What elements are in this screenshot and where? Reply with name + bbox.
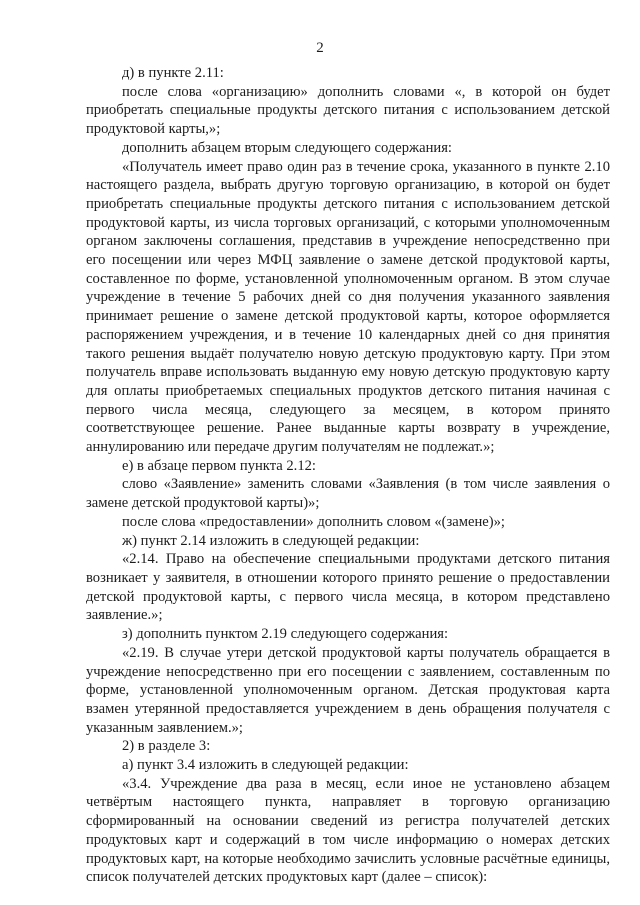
paragraph: е) в абзаце первом пункта 2.12: — [122, 457, 316, 474]
paragraph: ж) пункт 2.14 изложить в следующей редакции: — [122, 532, 420, 549]
document-body — [86, 64, 610, 887]
paragraph: д) в пункте 2.11: — [122, 65, 224, 81]
page-number: 2 — [316, 40, 324, 56]
paragraph: «2.14. Право на обеспечение специальными продуктами детского питания возникает у заявителя, в отношении которого принято решение о предоставлении детской продуктовой карты, с первого числа месяца, в котором представлено заявление.»; — [86, 551, 610, 624]
paragraph: «2.19. В случае утери детской продуктовой карты получатель обращается в учреждение непосредственно при его посещении с заявлением, составленным по форме, установленной уполномоченным органом. Детская продуктовая карта взамен утерянной предоставляется учреждением в день обращения получателя с указанным заявлением.»; — [86, 644, 610, 736]
paragraph: 2) в разделе 3: — [122, 738, 211, 755]
paragraph: после слова «предоставлении» дополнить словом «(замене)»; — [122, 513, 505, 530]
paragraph: дополнить абзацем вторым следующего содержания: — [122, 139, 452, 156]
paragraph: а) пункт 3.4 изложить в следующей редакции: — [122, 757, 409, 774]
paragraph: з) дополнить пунктом 2.19 следующего содержания: — [122, 626, 449, 643]
paragraph: «3.4. Учреждение два раза в месяц, если иное не установлено абзацем четвёртым настоящего пункта, направляет в торговую организацию сформированный на основании сведений из регистра получателей детских продуктовых карт и содержаций в том числе информацию о номерах детских продуктовых карт, на которые необходимо зачислить условные расчётные единицы, список получателей детских продуктовых карт (далее – список): — [86, 775, 610, 886]
paragraph: «Получатель имеет право один раз в течение срока, указанного в пункте 2.10 настоящего раздела, выбрать другую торговую организацию, в которой он будет приобретать специальные продукты детского питания с использованием детской продуктовой карты, из числа торговых организаций, с которыми уполномоченным органом заключены соглашения, представив в учреждение непосредственно при его посещении или через МФЦ заявление о замене детской продуктовой карты, составленное по форме, установленной уполномоченным органом. В этом случае учреждение в течение 5 рабочих дней со дня получения указанного заявления принимает решение о замене детской продуктовой карты, которое оформляется распоряжением учреждения, и в течение 10 календарных дней со дня принятия такого решения выдаёт получателю новую детскую продуктовую карту. При этом получатель вправе использовать выданную ему новую детскую продуктовую карту для оплаты приобретаемых специальных продуктов детского питания начиная с первого числа месяца, следующего за месяцем, в котором принято соответствующее решение. Ранее выданные карты возврату в учреждение, аннулированию или передаче другим получателям не подлежат.»; — [86, 158, 610, 456]
paragraph: слово «Заявление» заменить словами «Заявления (в том числе заявления о замене детской продуктовой карты)»; — [86, 476, 610, 512]
paragraph: после слова «организацию» дополнить словами «, в которой он будет приобретать специальные продукты детского питания с использованием детской продуктовой карты,»; — [86, 83, 610, 138]
